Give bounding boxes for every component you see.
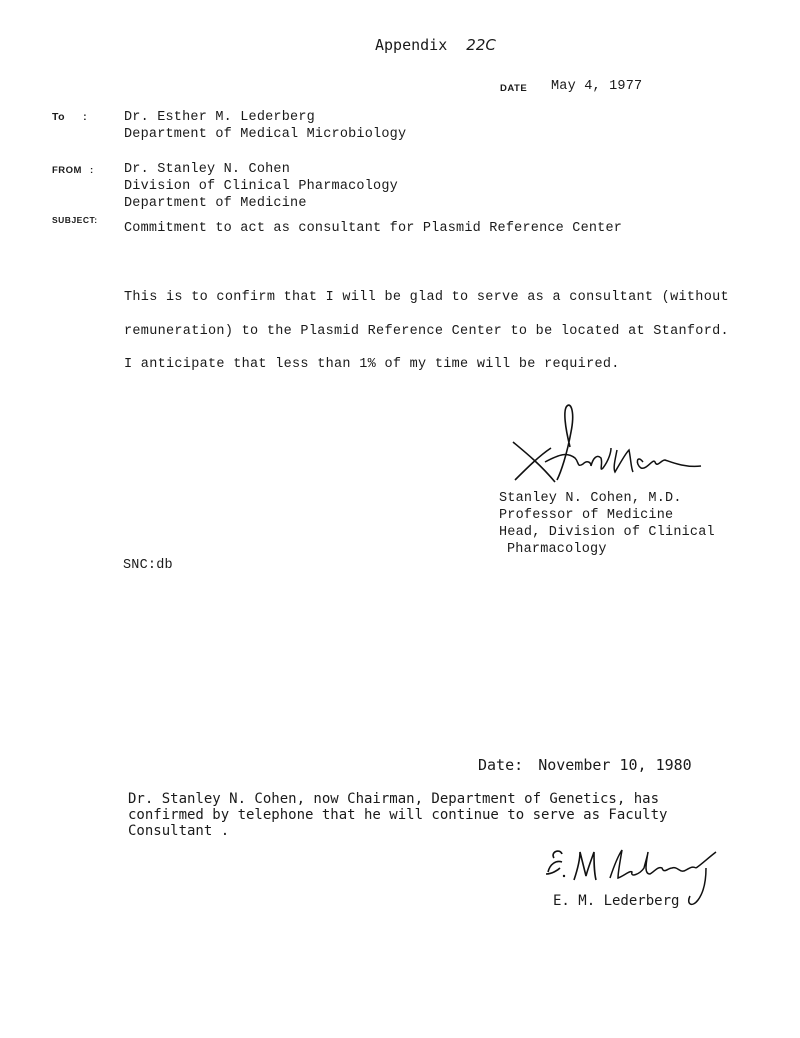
sig-line-2: Professor of Medicine (499, 508, 674, 523)
body-line-1: This is to confirm that I will be glad to serve as a consultant (without (124, 290, 729, 305)
sig-line-4: Pharmacology (507, 542, 607, 557)
subject-label: SUBJECT: (52, 215, 98, 225)
note-date-value: November 10, 1980 (538, 756, 692, 774)
body-line-3: I anticipate that less than 1% of my time will be required. (124, 357, 620, 372)
note-date (478, 757, 692, 773)
typist-initials: SNC:db (123, 558, 173, 573)
cohen-signature-block (499, 490, 715, 558)
subject-text: Commitment to act as consultant for Plasmid Reference Center (124, 221, 623, 236)
memo-date-label: DATE (500, 83, 528, 94)
to-label: To : (52, 111, 88, 123)
from-label: FROM : (52, 165, 94, 176)
appendix-heading (375, 36, 496, 54)
body-line-2: remuneration) to the Plasmid Reference Center to be located at Stanford. (124, 324, 729, 339)
to-line-2: Department of Medical Microbiology (124, 127, 407, 142)
from-line-2: Division of Clinical Pharmacology (124, 179, 398, 194)
to-line-1: Dr. Esther M. Lederberg (124, 110, 315, 125)
sig-line-1: Stanley N. Cohen, M.D. (499, 491, 682, 506)
cohen-signature (505, 402, 705, 492)
memo-date-value: May 4, 1977 (551, 79, 643, 94)
sig-line-3: Head, Division of Clinical (499, 525, 715, 540)
appendix-label: Appendix (375, 36, 448, 54)
appendix-number: 22C (466, 36, 496, 54)
note-line-1: Dr. Stanley N. Cohen, now Chairman, Department of Genetics, has (128, 791, 660, 807)
from-line-1: Dr. Stanley N. Cohen (124, 162, 291, 177)
note-signature-name: E. M. Lederberg (553, 893, 680, 909)
from-line-3: Department of Medicine (124, 196, 307, 211)
note-line-2: confirmed by telephone that he will continue to serve as Faculty (128, 807, 668, 823)
note-line-3: Consultant . (128, 823, 230, 839)
note-date-label: Date: (478, 756, 524, 774)
